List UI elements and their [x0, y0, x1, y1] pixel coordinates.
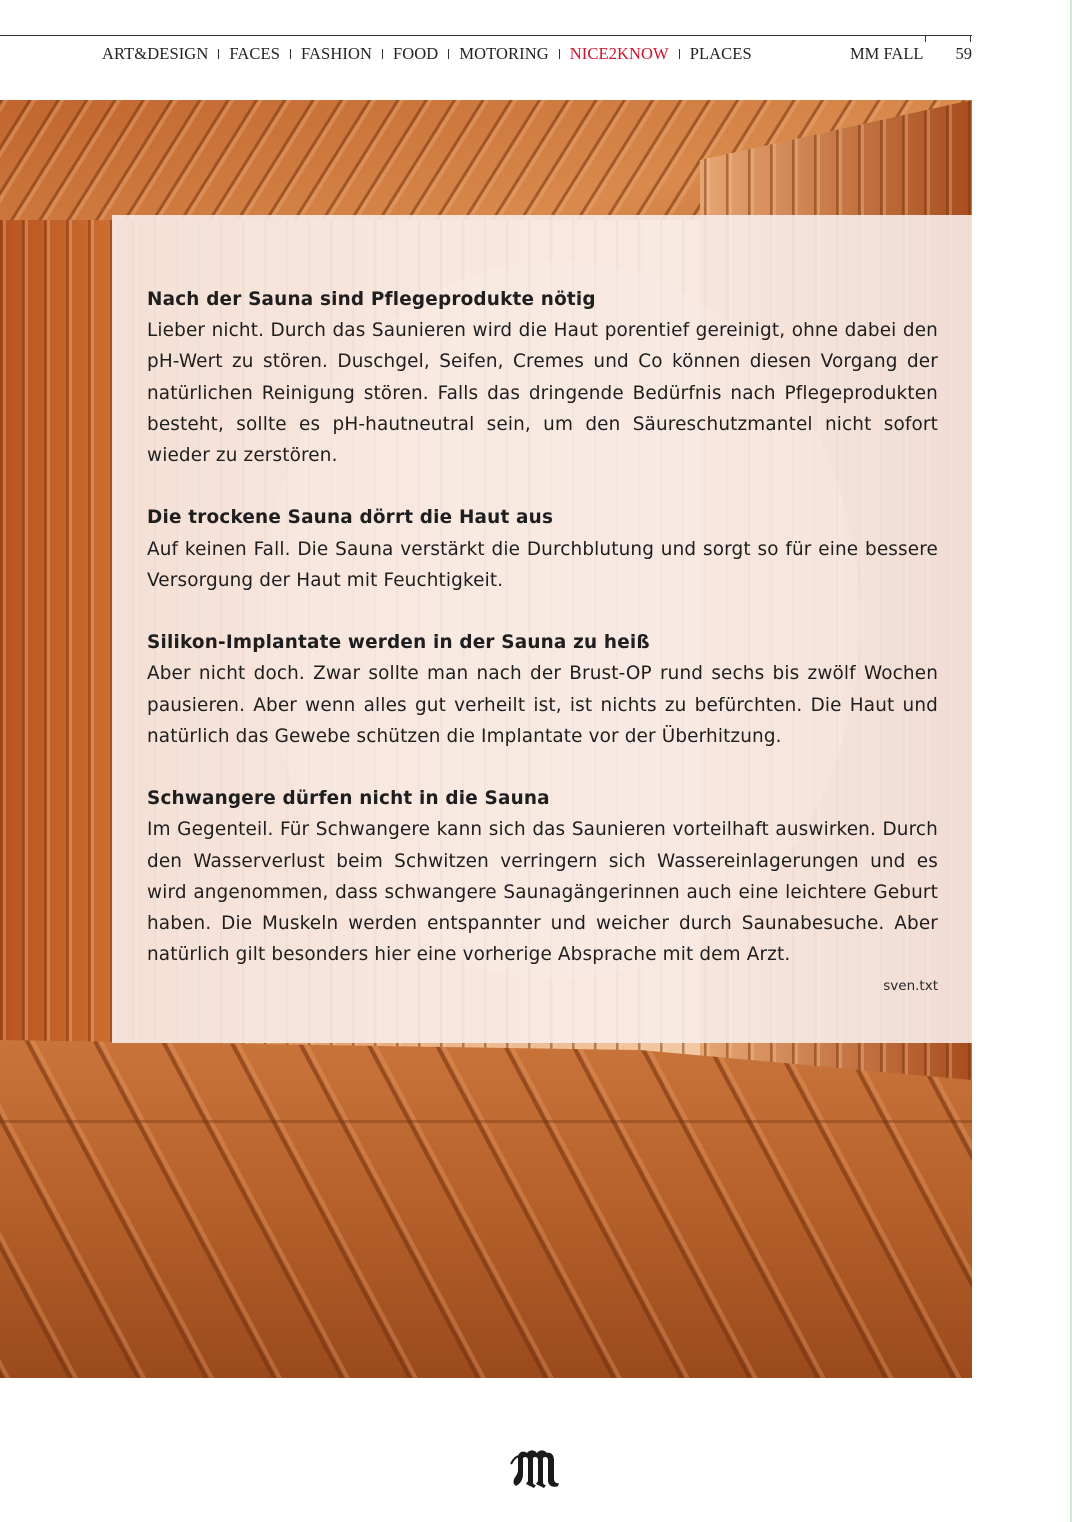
- section-paragraph: Lieber nicht. Durch das Saunieren wird die Haut porentief gereinigt, ohne dabei den pH-Wert zu stören. Duschgel, Seifen, Cremes und Co können diesen Vorgang der natürlichen Reinigung stören. Falls das dringende Bedürfnis nach Pflegeprodukten besteht, sollte es pH-hautneutral sein, um den Säureschutzmantel nicht sofort wieder zu zerstören.: [147, 320, 938, 467]
- nav-item-art-design[interactable]: ART&DESIGN: [102, 44, 209, 63]
- section-heading: Silikon-Implantate werden in der Sauna zu heiß: [147, 632, 650, 654]
- nav-separator: [382, 49, 383, 59]
- nav-item-fashion[interactable]: FASHION: [300, 44, 372, 63]
- section-paragraph: Auf keinen Fall. Die Sauna verstärkt die Durchblutung und sorgt so für eine bessere Versorgung der Haut mit Feuchtigkeit.: [147, 538, 938, 591]
- header-rule-tick: [925, 35, 926, 42]
- issue-info: [850, 43, 972, 65]
- section-paragraph: Aber nicht doch. Zwar sollte man nach der Brust-OP rund sechs bis zwölf Wochen pausieren. Aber wenn alles gut verheilt ist, ist nichts zu befürchten. Die Haut und natürlich das Gewebe schützen die Implantate vor der Überhitzung.: [147, 663, 938, 747]
- page-number: 59: [955, 44, 972, 63]
- nav-item-nice2know[interactable]: NICE2KNOW: [569, 44, 669, 63]
- nav-item-motoring[interactable]: MOTORING: [459, 44, 549, 63]
- nav-separator: [218, 49, 219, 59]
- section-heading: Die trockene Sauna dörrt die Haut aus: [147, 507, 554, 529]
- author-credit: sven.txt: [883, 978, 938, 995]
- section-heading: Nach der Sauna sind Pflegeprodukte nötig: [147, 289, 596, 310]
- article-body: [147, 284, 938, 996]
- issue-label: MM FALL: [850, 44, 924, 63]
- nav-separator: [290, 49, 291, 59]
- section-nav: [102, 43, 752, 65]
- header-rule: [0, 35, 972, 36]
- nav-item-places[interactable]: PLACES: [689, 44, 752, 63]
- nav-item-food[interactable]: FOOD: [392, 44, 439, 63]
- section-paragraph: Im Gegenteil. Für Schwangere kann sich das Saunieren vorteilhaft auswirken. Durch den Wasserverlust beim Schwitzen verringern sich Wassereinlagerungen und es wird angenommen, dass schwangere Saunagängerinnen auch eine leichtere Geburt haben. Die Muskeln werden entspannter und weicher durch Saunabesuche. Aber natürlich gilt besonders hier eine vorherige Absprache mit dem Arzt.: [147, 819, 938, 966]
- nav-separator: [448, 49, 449, 59]
- blackletter-m-logo-icon: [508, 1444, 562, 1492]
- section-heading: Schwangere dürfen nicht in die Sauna: [147, 788, 550, 810]
- nav-separator: [559, 49, 560, 59]
- header-rule-tick: [970, 35, 971, 42]
- nav-item-faces[interactable]: FACES: [229, 44, 280, 63]
- nav-separator: [679, 49, 680, 59]
